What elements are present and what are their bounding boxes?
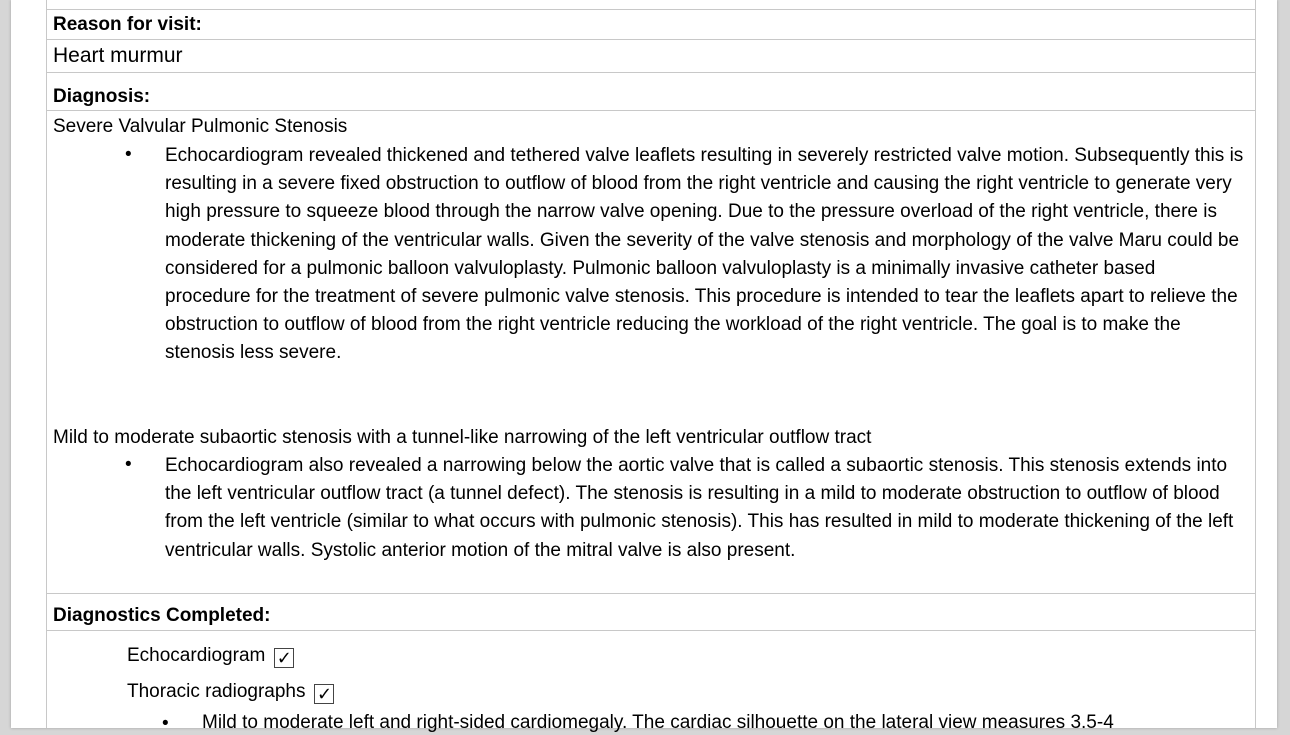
row-divider (47, 630, 1255, 631)
diagnostic-name: Thoracic radiographs (127, 681, 306, 702)
report-table (46, 0, 1256, 734)
document-page (11, 0, 1277, 734)
diagnostic-echocardiogram (127, 645, 294, 668)
bullet-icon: • (125, 454, 132, 475)
bullet-icon: • (162, 713, 169, 734)
diagnosis-title-subaortic: Mild to moderate subaortic stenosis with a tunnel-like narrowing of the left ventricular outflow tract (53, 427, 872, 448)
diagnostic-name: Echocardiogram (127, 645, 266, 666)
checkbox-checked-icon[interactable]: ✓ (314, 684, 334, 704)
row-divider (47, 110, 1255, 111)
row-divider (47, 39, 1255, 40)
diagnosis-detail-subaortic: Echocardiogram also revealed a narrowing below the aortic valve that is called a subaortic stenosis. This stenosis extends into the left ventricular outflow tract (a tunnel defect). The stenosis is resulting in a mild to moderate obstruction to outflow of blood from the left ventricle (similar to what occurs with pulmonic stenosis). This has resulted in mild to moderate thickening of the left ventricular walls. Systolic anterior motion of the mitral valve is also present. (165, 455, 1234, 561)
diagnostic-thoracic-radiographs (127, 681, 334, 704)
diagnosis-detail-pulmonic: Echocardiogram revealed thickened and tethered valve leaflets resulting in severely restricted valve motion. Subsequently this is resulting in a severe fixed obstruction to outflow of blood from the right ventricle and causing the right ventricle to generate very high pressure to squeeze blood through the narrow valve opening. Due to the pressure overload of the right ventricle, there is moderate thickening of the ventricular walls. Given the severity of the valve stenosis and morphology of the valve Maru could be considered for a pulmonic balloon valvuloplasty. Pulmonic balloon valvuloplasty is a minimally invasive catheter based procedure for the treatment of severe pulmonic valve stenosis. This procedure is intended to tear the leaflets apart to relieve the obstruction to outflow of blood from the right ventricle reducing the workload of the right ventricle. The goal is to make the stenosis less severe. (165, 145, 1244, 364)
radiograph-detail: Mild to moderate left and right-sided cardiomegaly. The cardiac silhouette on the lateral view measures 3.5-4 (202, 712, 1114, 733)
diagnostics-label: Diagnostics Completed: (53, 605, 271, 626)
reason-label: Reason for visit: (53, 14, 202, 35)
reason-value: Heart murmur (53, 44, 183, 67)
checkbox-checked-icon[interactable]: ✓ (274, 648, 294, 668)
row-divider (47, 9, 1255, 10)
diagnosis-title-pulmonic: Severe Valvular Pulmonic Stenosis (53, 116, 348, 137)
row-divider (47, 593, 1255, 594)
bullet-icon: • (125, 144, 132, 165)
row-divider (47, 72, 1255, 73)
diagnosis-label: Diagnosis: (53, 86, 151, 107)
